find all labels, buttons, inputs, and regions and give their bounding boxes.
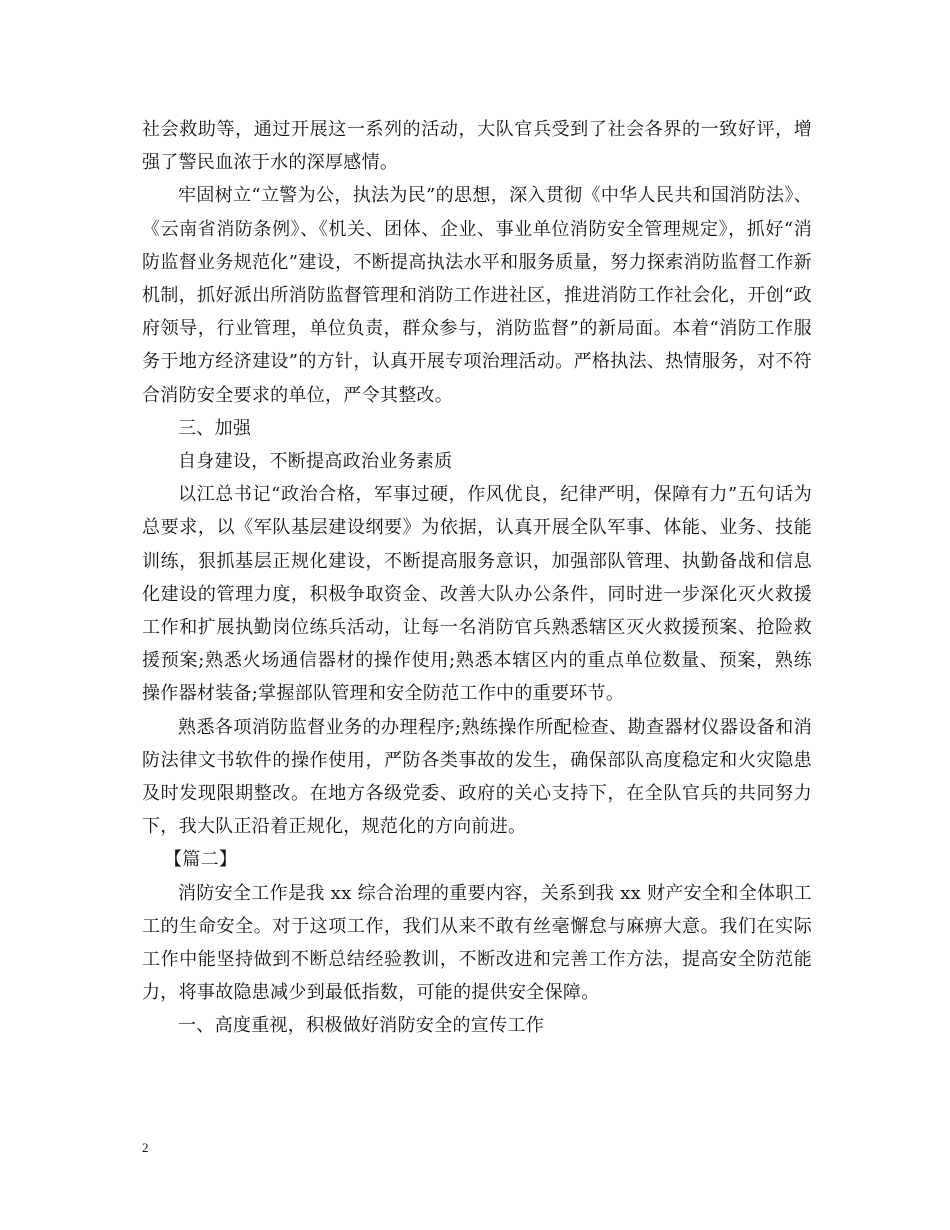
paragraph-continuation: 社会救助等，通过开展这一系列的活动，大队官兵受到了社会各界的一致好评，增强了警民血浓于水的深厚感情。 bbox=[142, 119, 812, 174]
document-body bbox=[142, 113, 812, 1043]
page-number: 2 bbox=[142, 1140, 149, 1155]
section-heading-three: 三、加强 bbox=[178, 417, 252, 439]
paragraph-safety-work: 消防安全工作是我 xx 综合治理的重要内容，关系到我 xx 财产安全和全体职工工的生命安全。对于这项工作，我们从来不敢有丝毫懈怠与麻痹大意。我们在实际工作中能坚持做到不断总结经验教训，不断改进和完善工作方法，提高安全防范能力，将事故隐患减少到最低指数，可能的提供安全保障。 bbox=[142, 882, 812, 1004]
paragraph-procedures: 熟悉各项消防监督业务的办理程序;熟练操作所配检查、勘查器材仪器设备和消防法律文书软件的操作使用，严防各类事故的发生，确保部队高度稳定和火灾隐患及时发现限期整改。在地方各级党委、政府的关心支持下，在全队官兵的共同努力下，我大队正沿着正规化，规范化的方向前进。 bbox=[142, 716, 812, 838]
section-heading-one: 一、高度重视，积极做好消防安全的宣传工作 bbox=[178, 1015, 544, 1037]
paragraph-training: 以江总书记“政治合格，军事过硬，作风优良，纪律严明，保障有力”五句话为总要求，以《军队基层建设纲要》为依据，认真开展全队军事、体能、业务、技能训练，狠抓基层正规化建设，不断提高服务意识，加强部队管理、执勤备战和信息化建设的管理力度，积极争取资金、改善大队办公条件，同时进一步深化灭火救援工作和扩展执勤岗位练兵活动，让每一名消防官兵熟悉辖区灭火救援预案、抢险救援预案;熟悉火场通信器材的操作使用;熟悉本辖区内的重点单位数量、预案，熟练操作器材装备;掌握部队管理和安全防范工作中的重要环节。 bbox=[142, 484, 812, 705]
paragraph-fire-supervision: 牢固树立“立警为公，执法为民”的思想，深入贯彻《中华人民共和国消防法》、《云南省消防条例》、《机关、团体、企业、事业单位消防安全管理规定》，抓好“消防监督业务规范化”建设，不断提高执法水平和服务质量，努力探索消防监督工作新机制，抓好派出所消防监督管理和消防工作进社区，推进消防工作社会化，开创“政府领导，行业管理，单位负责，群众参与，消防监督”的新局面。本着“消防工作服务于地方经济建设”的方针，认真开展专项治理活动。严格执法、热情服务，对不符合消防安全要求的单位，严令其整改。 bbox=[142, 185, 812, 406]
section-label-part-two: 【篇二】 bbox=[164, 849, 238, 871]
section-subheading-self-building: 自身建设，不断提高政治业务素质 bbox=[178, 451, 453, 473]
